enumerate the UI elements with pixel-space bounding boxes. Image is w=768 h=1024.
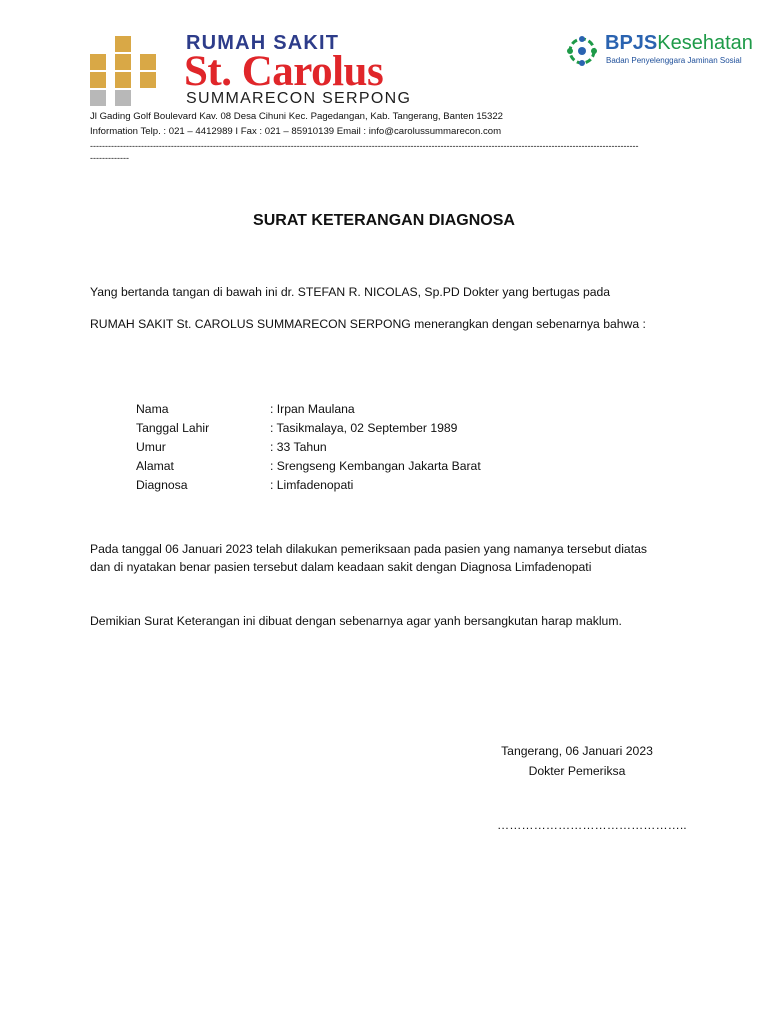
intro-line-1: Yang bertanda tangan di bawah ini dr. STEFAN R. NICOLAS, Sp.PD Dokter yang bertugas pada bbox=[90, 285, 611, 299]
logo-square bbox=[90, 90, 106, 106]
field-value-alamat: : Srengseng Kembangan Jakarta Barat bbox=[270, 459, 481, 473]
bpjs-title bbox=[605, 32, 753, 55]
hospital-name: St. Carolus bbox=[184, 48, 384, 95]
field-label-umur: Umur bbox=[136, 440, 166, 454]
closing-statement: Demikian Surat Keterangan ini dibuat dengan sebenarnya agar yanh bersangkutan harap maklum. bbox=[90, 614, 622, 628]
signature-place-date: Tangerang, 06 Januari 2023 bbox=[501, 744, 653, 758]
bpjs-title-part2: Kesehatan bbox=[657, 32, 753, 54]
logo-square bbox=[115, 72, 131, 88]
hospital-type-label: RUMAH SAKIT bbox=[186, 32, 340, 54]
bpjs-subtitle: Badan Penyelenggara Jaminan Sosial bbox=[606, 56, 742, 65]
field-label-tanggal-lahir: Tanggal Lahir bbox=[136, 421, 210, 435]
logo-square bbox=[115, 54, 131, 70]
logo-square bbox=[140, 72, 156, 88]
document-title: SURAT KETERANGAN DIAGNOSA bbox=[253, 212, 515, 229]
logo-square bbox=[140, 54, 156, 70]
hospital-location-label: SUMMARECON SERPONG bbox=[186, 90, 412, 107]
signature-line: ……………………………………….. bbox=[497, 818, 687, 832]
field-value-nama: : Irpan Maulana bbox=[270, 402, 355, 416]
exam-line-1: Pada tanggal 06 Januari 2023 telah dilakukan pemeriksaan pada pasien yang namanya tersebut diatas bbox=[90, 542, 647, 556]
hospital-contact: Information Telp. : 021 – 4412989 I Fax : 021 – 85910139 Email : info@carolussummarecon.com bbox=[90, 126, 502, 137]
field-label-nama: Nama bbox=[136, 402, 169, 416]
field-value-diagnosa: : Limfadenopati bbox=[270, 478, 354, 492]
logo-square bbox=[115, 90, 131, 106]
hospital-address: Jl Gading Golf Boulevard Kav. 08 Desa Cihuni Kec. Pagedangan, Kab. Tangerang, Banten 15322 bbox=[90, 111, 503, 122]
bpjs-title-part1: BPJS bbox=[605, 32, 658, 54]
logo-square bbox=[90, 72, 106, 88]
logo-square bbox=[115, 36, 131, 52]
header-separator: --------------------------------------------------------------------------------------------------------------------------------------------------------------------------------------- bbox=[90, 141, 639, 151]
header-separator-continuation: ------------- bbox=[90, 153, 129, 163]
bpjs-emblem-icon bbox=[565, 34, 599, 68]
intro-line-2: RUMAH SAKIT St. CAROLUS SUMMARECON SERPONG menerangkan dengan sebenarnya bahwa : bbox=[90, 317, 646, 331]
signature-role: Dokter Pemeriksa bbox=[528, 764, 626, 778]
field-value-tanggal-lahir: : Tasikmalaya, 02 September 1989 bbox=[270, 421, 458, 435]
field-label-alamat: Alamat bbox=[136, 459, 174, 473]
exam-line-2: dan di nyatakan benar pasien tersebut dalam keadaan sakit dengan Diagnosa Limfadenopati bbox=[90, 560, 592, 574]
field-label-diagnosa: Diagnosa bbox=[136, 478, 188, 492]
field-value-umur: : 33 Tahun bbox=[270, 440, 327, 454]
logo-square bbox=[90, 54, 106, 70]
hospital-logo-icon bbox=[90, 36, 156, 106]
